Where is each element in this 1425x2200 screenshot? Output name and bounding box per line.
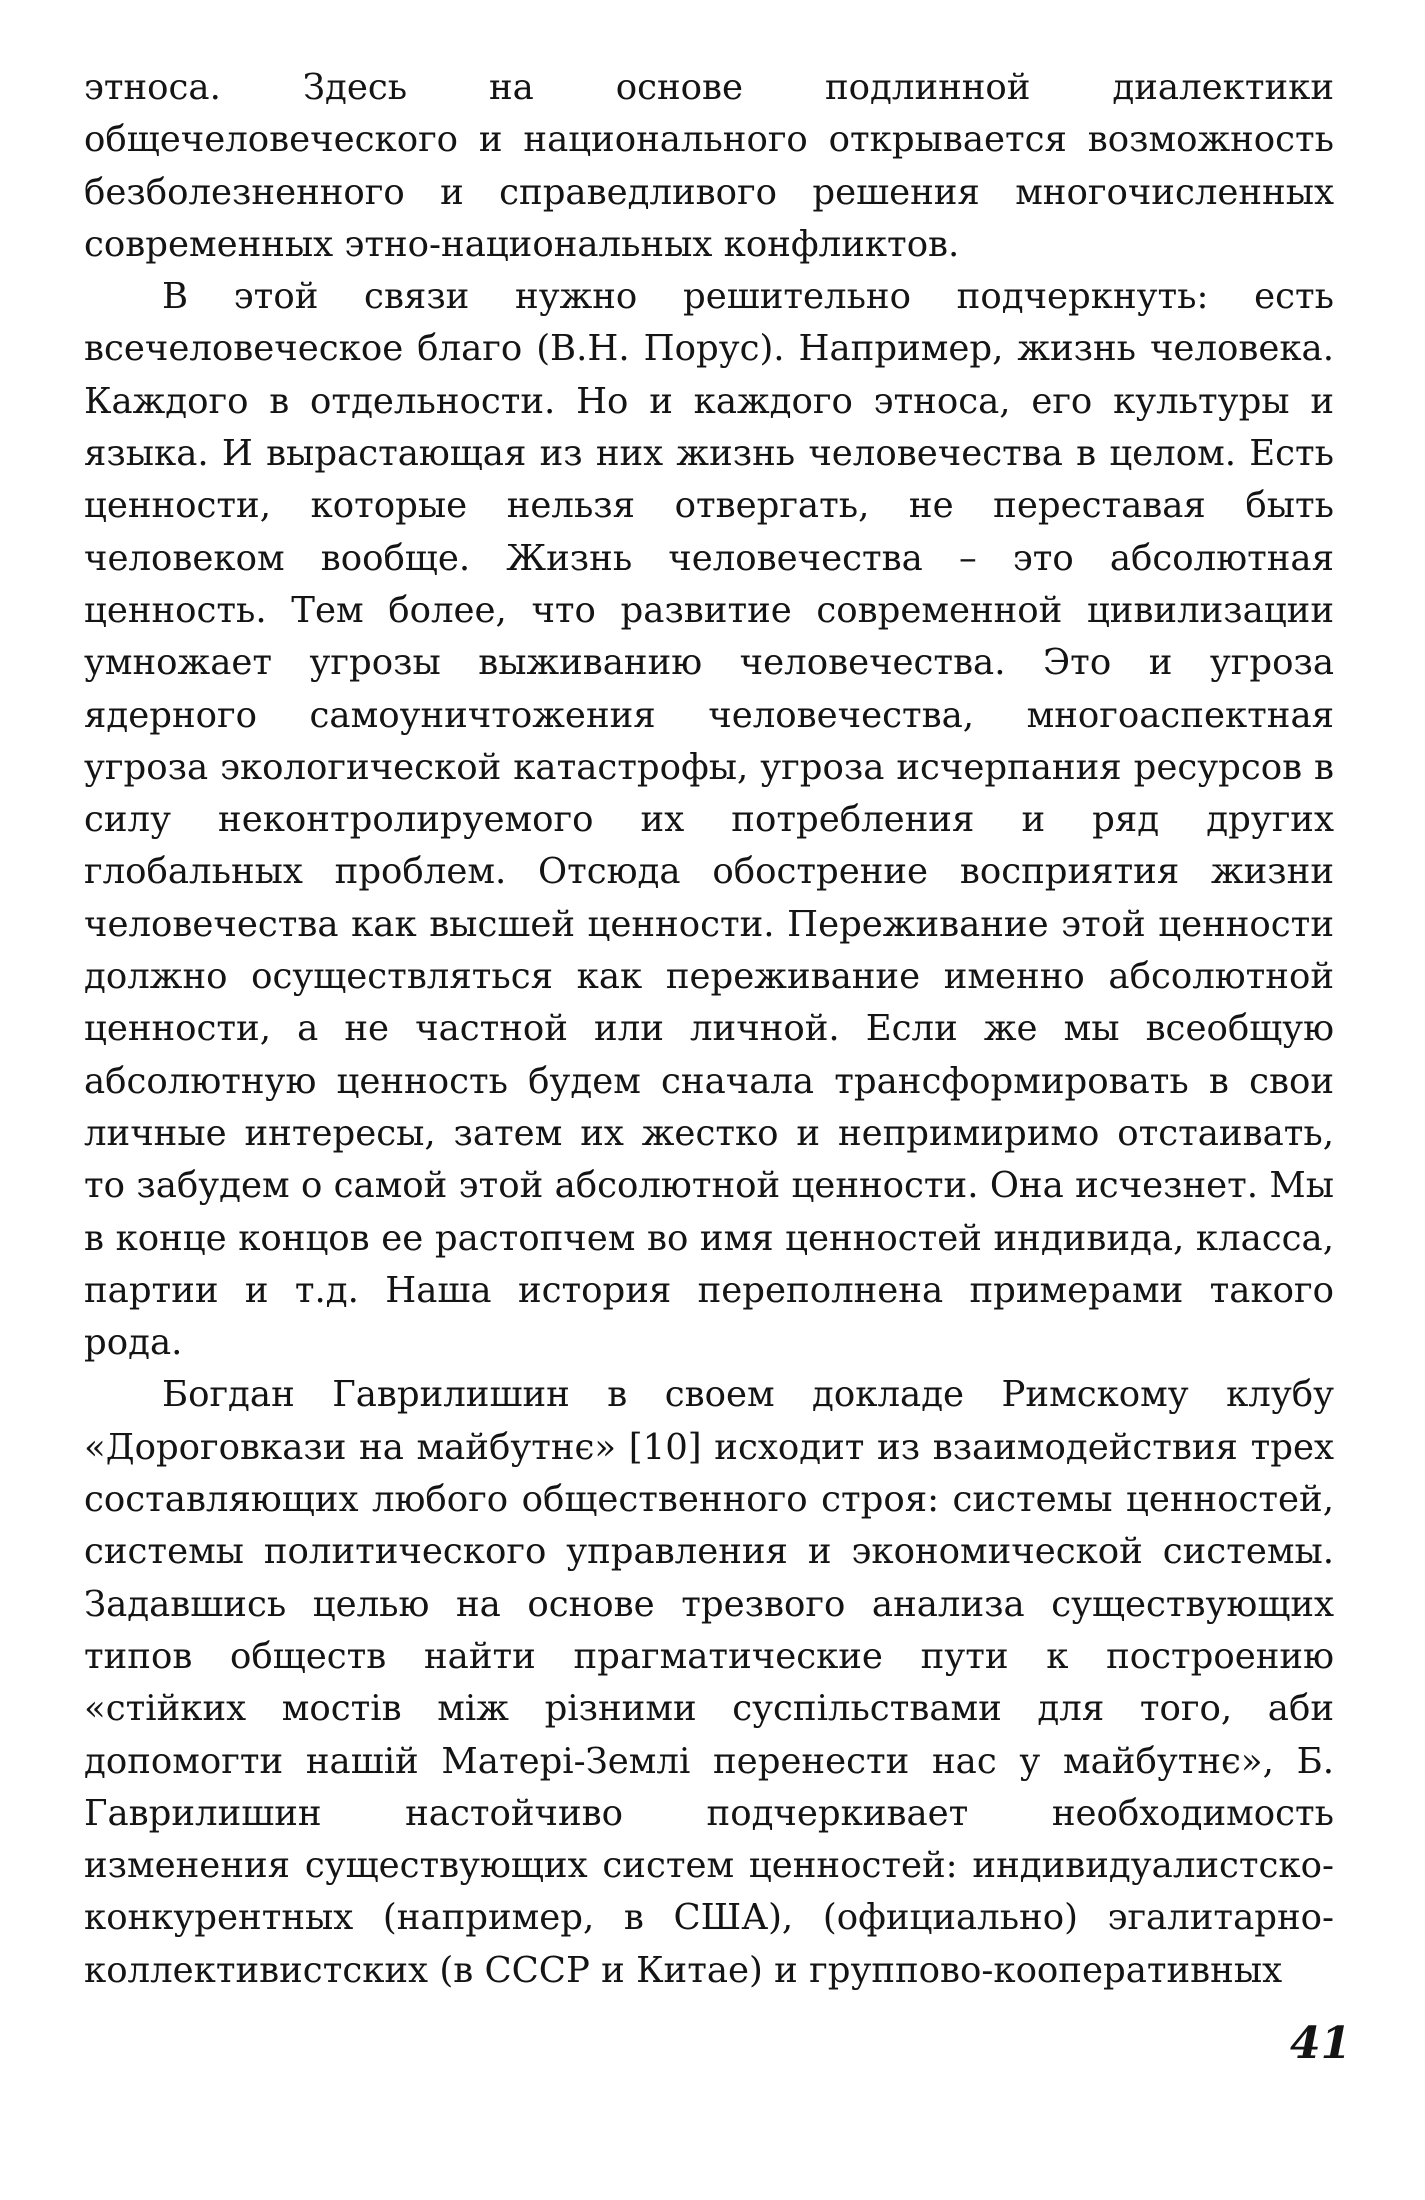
page-number: 41 [1290, 2018, 1352, 2069]
page-body [84, 62, 1334, 1997]
paragraph-2: В этой связи нужно решительно подчеркнуть: есть всечеловеческое благо (В.Н. Порус). Например, жизнь человека. Каждого в отдельности. Но и каждого этноса, его культуры и языка. И вырастающая из них жизнь человечества в целом. Есть ценности, которые нельзя отвергать, не переставая быть человеком вообще. Жизнь человечества – это абсолютная ценность. Тем более, что развитие современной цивилизации умножает угрозы выживанию человечества. Это и угроза ядерного самоуничтожения человечества, многоаспектная угроза экологической катастрофы, угроза исчерпания ресурсов в силу неконтролируемого их потребления и ряд других глобальных проблем. Отсюда обострение восприятия жизни человечества как высшей ценности. Переживание этой ценности должно осуществляться как переживание именно абсолютной ценности, а не частной или личной. Если же мы всеобщую абсолютную ценность будем сначала трансформировать в свои личные интересы, затем их жестко и непримиримо отстаивать, то забудем о самой этой абсолютной ценности. Она исчезнет. Мы в конце концов ее растопчем во имя ценностей индивида, класса, партии и т.д. Наша история переполнена примерами такого рода. [84, 276, 1334, 1364]
paragraph-3: Богдан Гаврилишин в своем докладе Римскому клубу «Дороговкази на майбутнє» [10] исходит из взаимодействия трех составляющих любого общественного строя: системы ценностей, системы политического управления и экономической системы. Задавшись целью на основе трезвого анализа существующих типов обществ найти прагматические пути к построению «стійких мостів між різними суспільствами для того, аби допомогти нашій Матері-Землі перенести нас у майбутнє», Б. Гаврилишин настойчиво подчеркивает необходимость изменения существующих систем ценностей: индивидуалистско-конкурентных (например, в США), (официально) эгалитарно-коллективистских (в СССР и Китае) и группово-кооперативных [84, 1374, 1334, 1991]
paragraph-1: этноса. Здесь на основе подлинной диалектики общечеловеческого и национального открывается возможность безболезненного и справедливого решения многочисленных современных этно-национальных конфликтов. [84, 67, 1334, 265]
